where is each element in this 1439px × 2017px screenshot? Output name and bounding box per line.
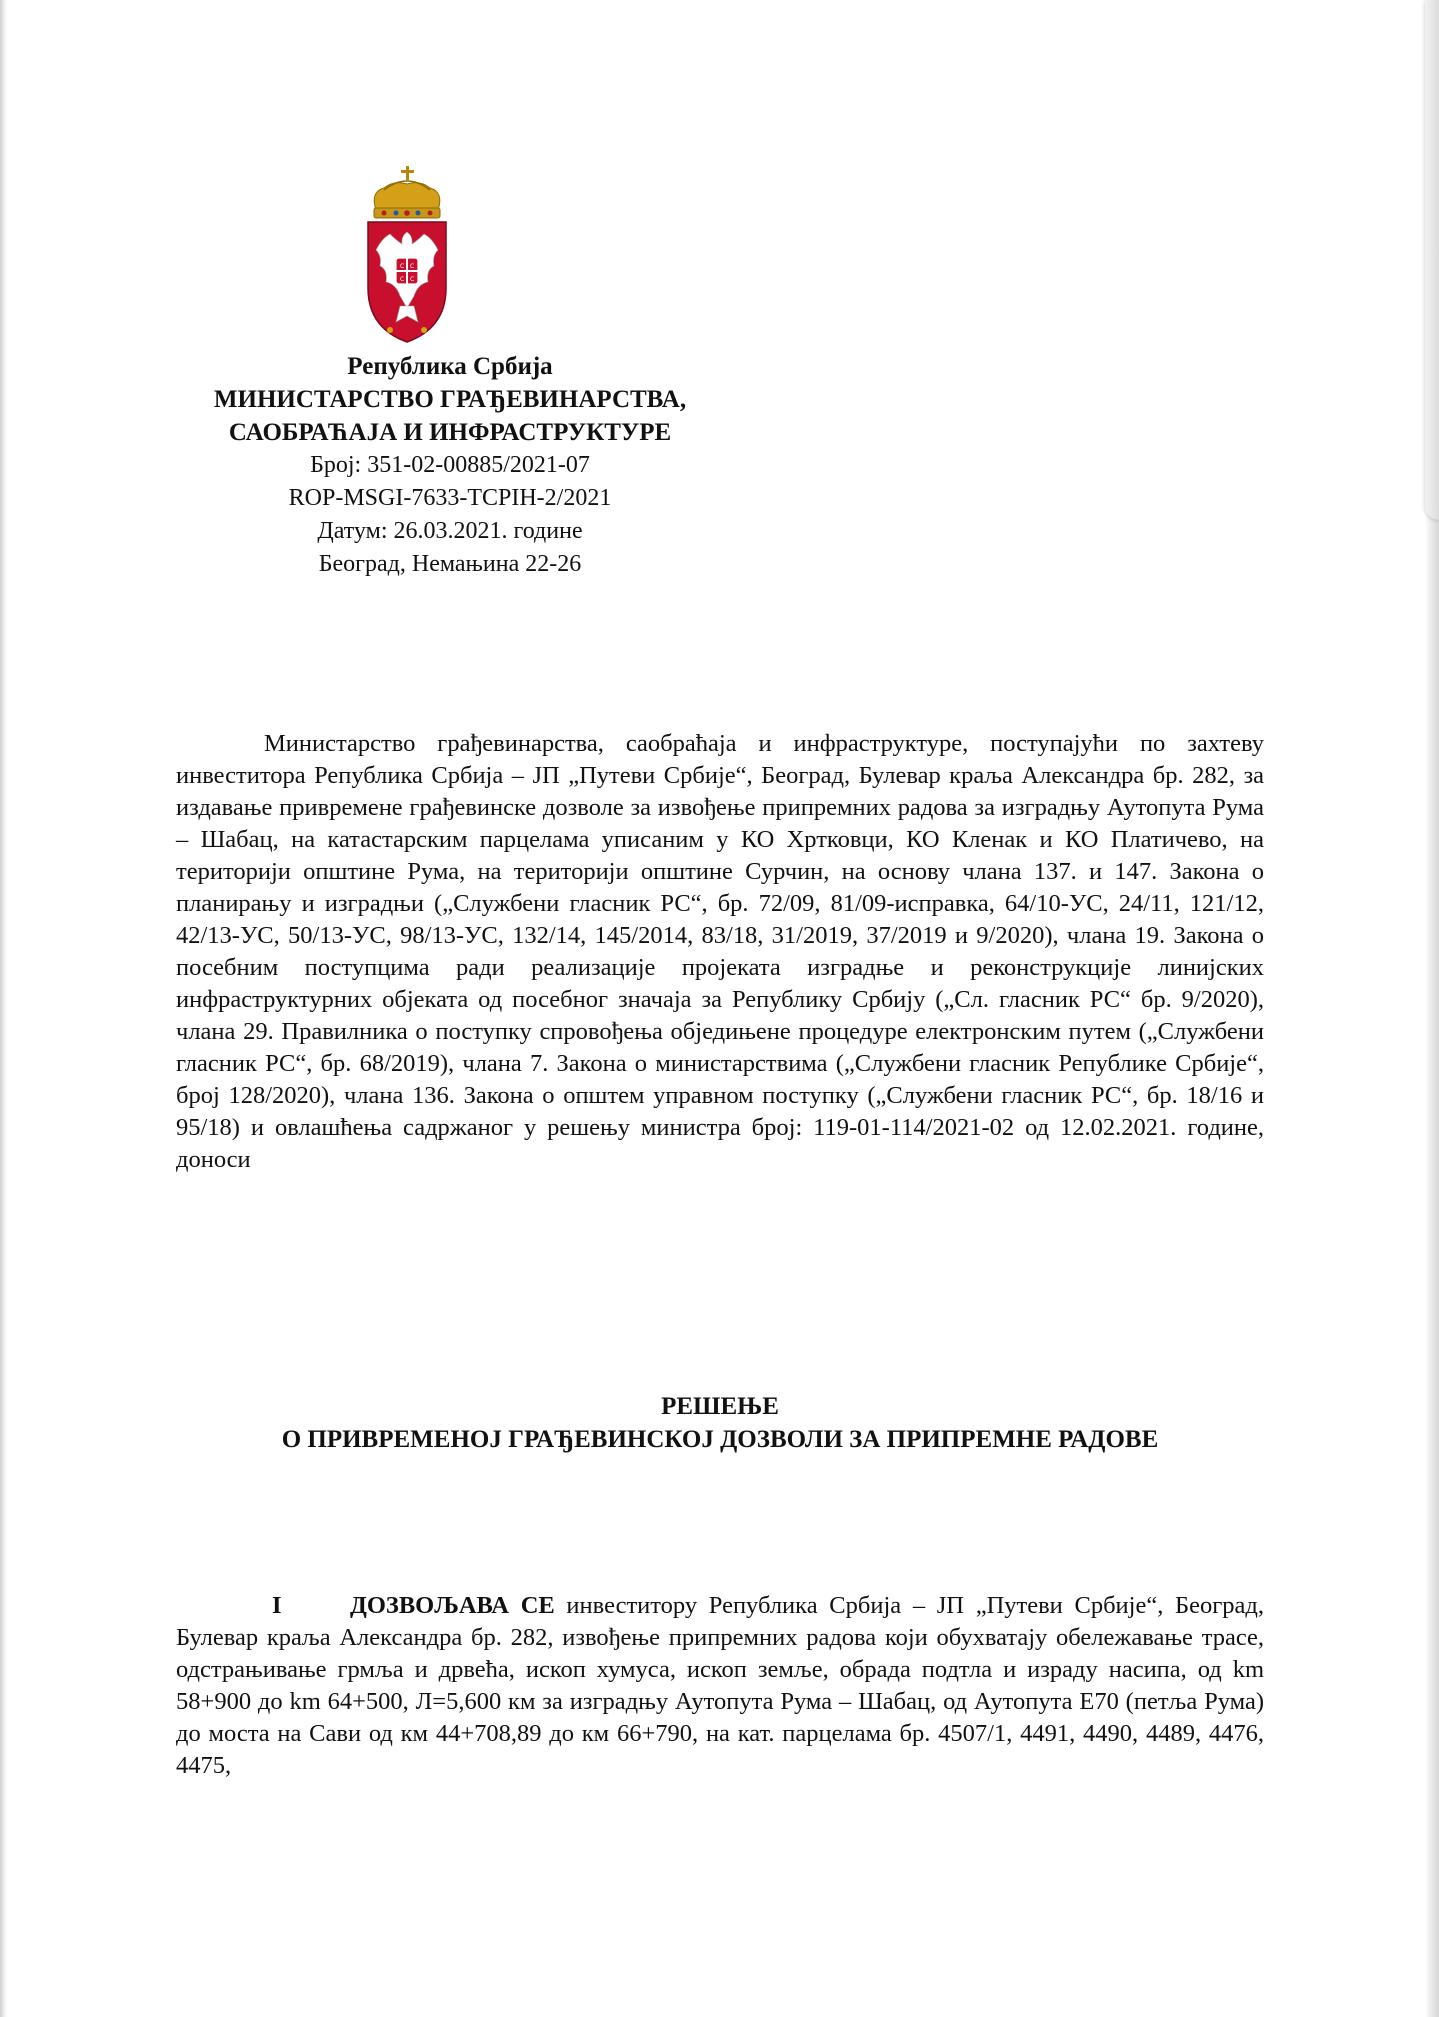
document-number: Број: 351-02-00885/2021-07 bbox=[310, 452, 590, 478]
svg-text:C: C bbox=[400, 263, 405, 270]
document-date: Датум: 26.03.2021. године bbox=[317, 518, 583, 544]
crown-icon bbox=[374, 166, 440, 218]
coat-of-arms-emblem bbox=[360, 166, 452, 344]
section-numeral: I bbox=[272, 1592, 282, 1619]
rop-number: ROP-MSGI-7633-TCPIH-2/2021 bbox=[288, 485, 612, 511]
page-left-edge bbox=[0, 0, 8, 2017]
country-name: Република Србија bbox=[347, 353, 553, 380]
svg-text:C: C bbox=[400, 276, 405, 283]
svg-text:C: C bbox=[410, 263, 415, 270]
ministry-name-line2: САОБРАЋАЈА И ИНФРАСТРУКТУРЕ bbox=[228, 419, 672, 446]
ministry-address: Београд, Немањина 22-26 bbox=[318, 551, 582, 577]
decision-title-line2: О ПРИВРЕМЕНОЈ ГРАЂЕВИНСКОЈ ДОЗВОЛИ ЗА ПРИПРЕМНЕ РАДОВЕ bbox=[281, 1426, 1159, 1453]
section-lead: ДОЗВОЉАВА СЕ bbox=[350, 1592, 555, 1619]
document-header bbox=[160, 350, 740, 581]
section-one-text: инвеститору Република Србија – ЈП „Путеви Србије“, Београд, Булевар краља Александра бр. 282, извођење припремних радова који обухватају обележавање трасе, одстрањивање грмља и дрвећа, ископ хумуса, ископ земље, обрада подтла и израду насипа, од km 58+900 до km 64+500, Л=5,600 км за изградњу Аутопута Рума – Шабац, од Аутопута Е70 (петља Рума) до моста на Сави од км 44+708,89 до км 66+790, на кат. парцелама бр. 4507/1, 4491, 4490, 4489, 4476, 4475, bbox=[176, 1592, 1264, 1779]
ministry-name-line1: МИНИСТАРСТВО ГРАЂЕВИНАРСТВА, bbox=[213, 386, 687, 413]
intro-paragraph: Министарство грађевинарства, саобраћаја и инфраструктуре, поступајући по захтеву инвеститора Република Србија – ЈП „Путеви Србије“, Београд, Булевар краља Александра бр. 282, за издавање привремене грађевинске дозволе за извођење припремних радова за изградњу Аутопута Рума – Шабац, на катастарским парцелама уписаним у КО Хртковци, КО Кленак и КО Платичево, на територији општине Рума, на територији општине Сурчин, на основу члана 137. и 147. Закона о планирању и изградњи („Службени гласник РС“, бр. 72/09, 81/09-исправка, 64/10-УС, 24/11, 121/12, 42/13-УС, 50/13-УС, 98/13-УС, 132/14, 145/2014, 83/18, 31/2019, 37/2019 и 9/2020), члана 19. Закона о посебним поступцима ради реализације пројеката изградње и реконструкције линијских инфраструктурних објеката од посебног значаја за Републику Србију („Сл. гласник РС“ бр. 9/2020), члана 29. Правилника о поступку спровођења обједињене процедуре електронским путем („Службени гласник РС“, бр. 68/2019), члана 7. Закона о министарствима („Службени гласник Републике Србије“, број 128/2020), члана 136. Закона о општем управном поступку („Службени гласник РС“, бр. 18/16 и 95/18) и овлашћења садржаног у решењу министра број: 119-01-114/2021-02 од 12.02.2021. године, доноси bbox=[176, 730, 1264, 1173]
svg-text:C: C bbox=[410, 276, 415, 283]
decision-title bbox=[176, 1390, 1264, 1456]
decision-title-line1: РЕШЕЊЕ bbox=[661, 1393, 779, 1420]
scrollbar-handle[interactable] bbox=[1425, 0, 1439, 520]
section-one-paragraph bbox=[176, 1590, 1264, 1782]
